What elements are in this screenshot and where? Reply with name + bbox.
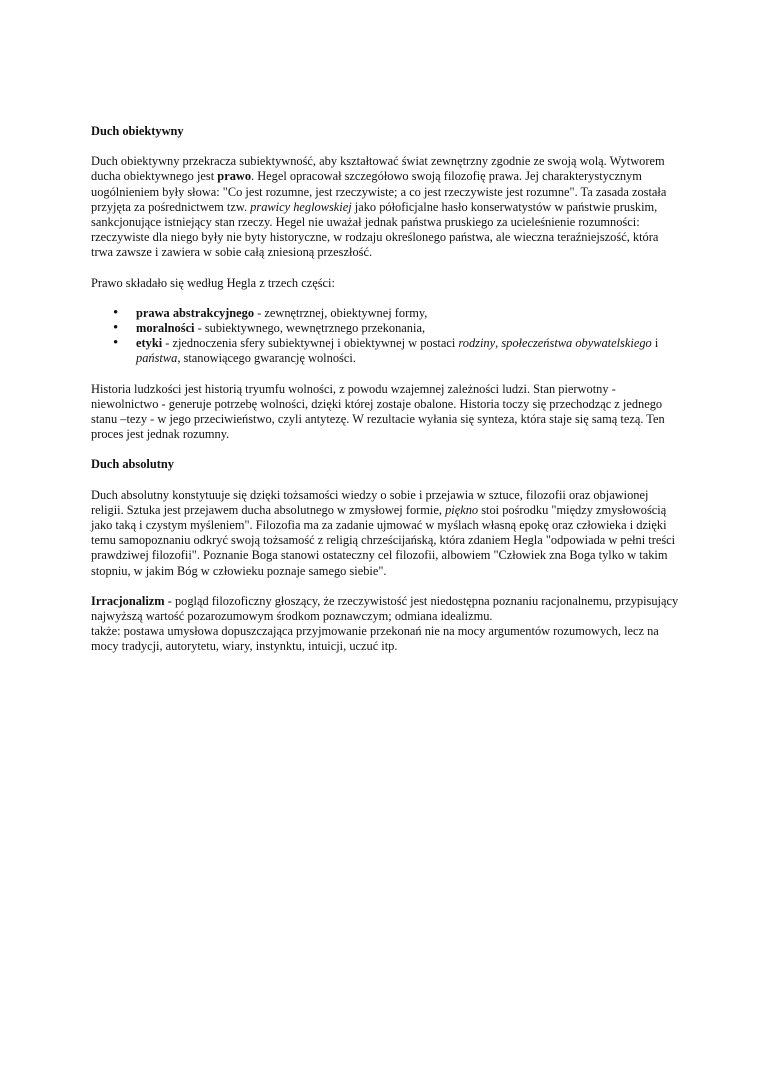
list-item xyxy=(136,321,681,336)
paragraph-irracjonalizm xyxy=(91,594,681,624)
italic-term-rodziny: rodziny xyxy=(458,336,496,351)
bold-term-prawo: prawo xyxy=(217,169,252,184)
italic-term-panstwa: państwa xyxy=(136,351,178,366)
paragraph-duch-absolutny xyxy=(91,488,681,579)
paragraph-prawo-parts: Prawo składało się według Hegla z trzech części: xyxy=(91,275,335,290)
italic-term-spoleczenstwa: społeczeństwa obywatelskiego xyxy=(501,336,652,351)
paragraph-duch-obiektywny-intro xyxy=(91,154,681,260)
list-item-text: - subiektywnego, wewnętrznego przekonania, xyxy=(194,321,426,336)
list-item xyxy=(136,336,681,366)
list-item-text: - zjednoczenia sfery subiektywnej i obiektywnej w postaci xyxy=(162,336,459,351)
list-item xyxy=(136,306,681,321)
text-run: jako półoficjalne hasło konserwatystów w państwie pruskim, sankcjonujące istniejący stan rzeczy. Hegel nie uważał jednak państwa pruskiego za ucieleśnienie rozumności: rzeczywiste dla niego były nie byty historyczne, w rodzaju określonego państwa, ale wieczna teraźniejszość, która trwa zawsze i zawiera w sobie całą zniesioną przeszłość. xyxy=(91,199,659,260)
list-item-term: moralności xyxy=(136,321,195,336)
list-item-term: etyki xyxy=(136,336,163,351)
bold-term-irracjonalizm: Irracjonalizm xyxy=(91,593,165,608)
text-run: - pogląd filozoficzny głoszący, że rzeczywistość jest niedostępna poznaniu racjonalnemu, przypisujący najwyższą wartość pozarozumowym środkom poznawczym; odmiana idealizmu. xyxy=(91,593,679,624)
document-page xyxy=(91,124,681,670)
list-item-text: , stanowiącego gwarancję wolności. xyxy=(177,351,356,366)
heading-duch-obiektywny: Duch obiektywny xyxy=(91,124,184,138)
italic-term-piekno: piękno xyxy=(445,502,479,517)
text-run: Duch absolutny konstytuuje się dzięki tożsamości wiedzy o sobie i przejawia w sztuce, filozofii oraz objawionej religii. Sztuka jest przejawem ducha absolutnego w zmysłowej formie, xyxy=(91,487,649,517)
italic-term-prawica-heglowska: prawicy heglowskiej xyxy=(250,199,352,214)
text-run: Duch obiektywny przekracza subiektywność, aby kształtować świat zewnętrzny zgodnie ze swoją wolą. Wytworem ducha obiektywnego jest xyxy=(91,154,665,184)
text-run: . Hegel opracował szczegółowo swoją filozofię prawa. Jej charakterystycznym uogólnieniem były słowa: "Co jest rozumne, jest rzeczywiste; a co jest rzeczywiste jest rozumne". Ta zasada została przyjęta za pośrednictwem tzw. xyxy=(91,169,667,214)
list-item-text: , xyxy=(495,336,502,351)
heading-duch-absolutny: Duch absolutny xyxy=(91,457,174,472)
paragraph-irracjonalizm-also: także: postawa umysłowa dopuszczająca przyjmowanie przekonań nie na mocy argumentów rozumowych, lecz na mocy tradycji, autorytetu, wiary, instynktu, intuicji, uczuć itp. xyxy=(91,624,659,654)
list-item-text: i xyxy=(651,336,659,351)
text-run: stoi pośrodku "między zmysłowością jako taką i czystym myśleniem". Filozofia ma za zadanie ujmować w myślach własną epokę oraz człowieka i dzięki temu samopoznaniu odkryć swoją tożsamość z religią chrześcijańską, która zdaniem Hegla "odpowiada w pełni treści prawdziwej filozofii". Poznanie Boga stanowi ostateczny cel filozofii, albowiem "Człowiek zna Boga tylko w takim stopniu, w jakim Bóg w człowieku poznaje samego siebie". xyxy=(91,502,676,578)
law-parts-list xyxy=(91,306,681,367)
list-item-term: prawa abstrakcyjnego xyxy=(136,305,255,320)
list-item-text: - zewnętrznej, obiektywnej formy, xyxy=(254,305,428,320)
paragraph-historia: Historia ludzkości jest historią tryumfu wolności, z powodu wzajemnej zależności ludzi. Stan pierwotny - niewolnictwo - generuje potrzebę wolności, dzięki której zostaje obalone. Historia toczy się przechodząc z jednego stanu –tezy - w jego przeciwieństwo, czyli antytezę. W rezultacie wyłania się synteza, która staje się samą tezą. Ten proces jest jednak rozumny. xyxy=(91,381,665,442)
